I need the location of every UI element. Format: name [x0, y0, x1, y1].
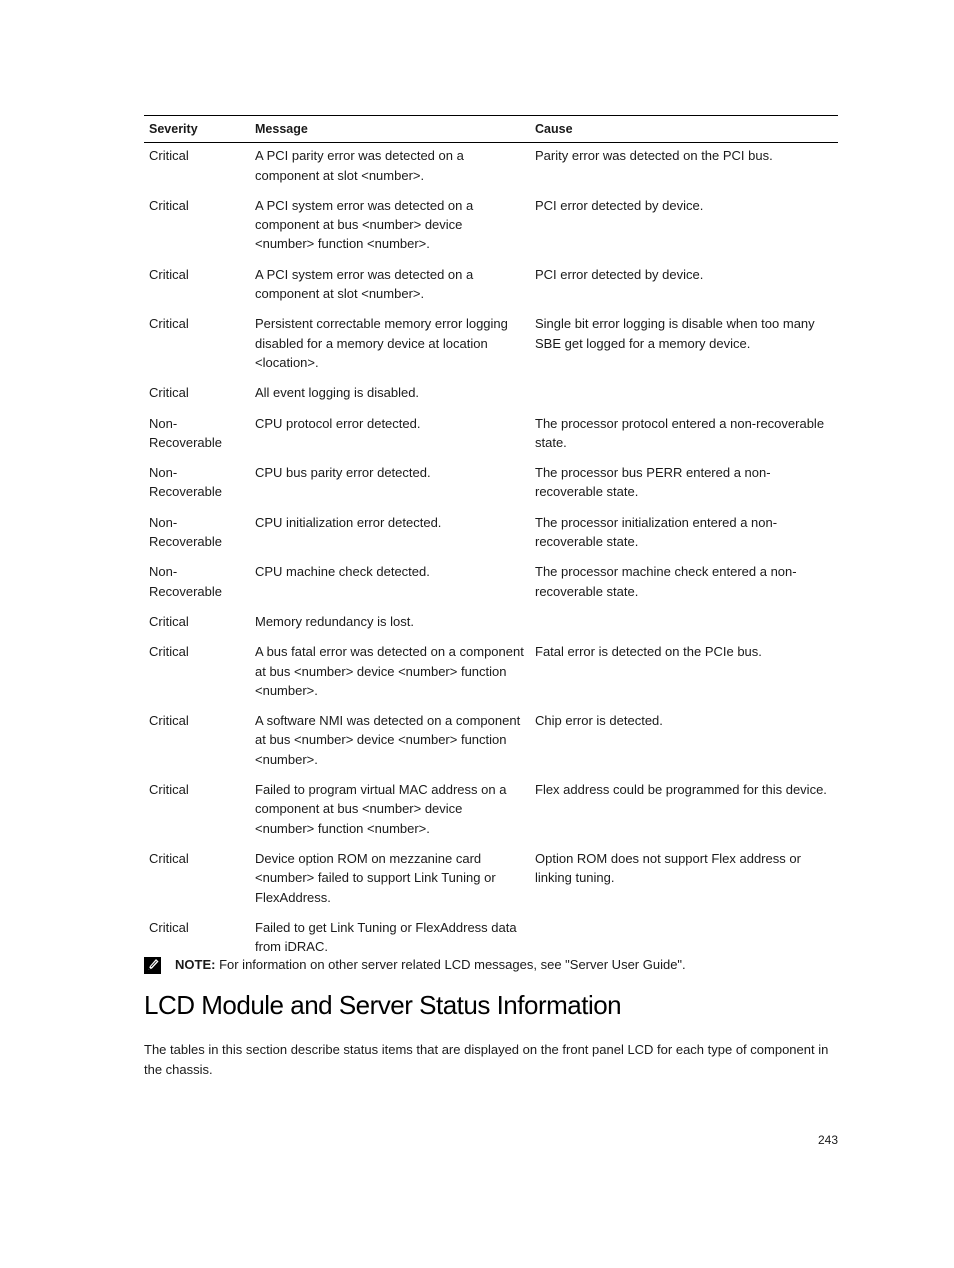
cell-message: A PCI system error was detected on a component at bus <number> device <number> function <number>.: [255, 197, 474, 252]
header-cause: Cause: [530, 116, 838, 143]
cell-cause: The processor protocol entered a non-recoverable state.: [535, 415, 825, 450]
cell-severity: Non-Recoverable: [149, 415, 222, 450]
cell-message: All event logging is disabled.: [255, 385, 420, 401]
table-row: [144, 510, 838, 560]
cell-message: Persistent correctable memory error logging disabled for a memory device at location <location>.: [255, 316, 508, 370]
cell-severity: Critical: [149, 385, 189, 401]
note-block: [144, 955, 838, 977]
cell-message: CPU bus parity error detected.: [255, 465, 431, 481]
cell-cause: The processor bus PERR entered a non-recoverable state.: [535, 465, 771, 500]
table-row: [144, 708, 838, 777]
cell-severity: Critical: [149, 782, 189, 798]
cell-cause: Parity error was detected on the PCI bus.: [535, 148, 773, 164]
note-label: NOTE:: [175, 957, 216, 972]
cell-cause: Option ROM does not support Flex address or linking tuning.: [535, 850, 801, 886]
header-message: Message: [250, 116, 530, 143]
cell-message: Failed to get Link Tuning or FlexAddress data from iDRAC.: [255, 919, 517, 955]
cell-message: A software NMI was detected on a component at bus <number> device <number> function <number>.: [255, 713, 521, 767]
lcd-messages-table: [144, 115, 838, 964]
cell-cause: [530, 380, 838, 410]
cell-cause: Single bit error logging is disable when too many SBE get logged for a memory device.: [535, 316, 815, 351]
cell-severity: Critical: [149, 613, 189, 629]
table-row: [144, 639, 838, 708]
cell-cause: Flex address could be programmed for this device.: [535, 782, 827, 798]
cell-message: Memory redundancy is lost.: [255, 613, 414, 629]
cell-message: Device option ROM on mezzanine card <number> failed to support Link Tuning or FlexAddress.: [255, 850, 496, 905]
cell-severity: Critical: [149, 316, 189, 332]
table-row: [144, 143, 838, 193]
table-row: [144, 380, 838, 410]
note-text: [175, 955, 686, 975]
table-row: [144, 193, 838, 262]
table-row: [144, 311, 838, 380]
cell-cause: The processor machine check entered a non-recoverable state.: [535, 564, 797, 599]
page-number: 243: [817, 1133, 838, 1147]
table-row: [144, 777, 838, 846]
table-row: [144, 411, 838, 461]
cell-severity: Critical: [149, 197, 189, 213]
cell-message: A PCI parity error was detected on a component at slot <number>.: [255, 148, 464, 183]
cell-severity: Critical: [149, 850, 189, 866]
note-body: For information on other server related LCD messages, see "Server User Guide".: [215, 957, 686, 972]
cell-message: A bus fatal error was detected on a component at bus <number> device <number> function <number>.: [255, 644, 524, 698]
cell-cause: The processor initialization entered a non-recoverable state.: [535, 514, 778, 550]
cell-message: Failed to program virtual MAC address on a component at bus <number> device <number> function <number>.: [255, 782, 507, 836]
table-row: [144, 846, 838, 915]
cell-message: CPU protocol error detected.: [255, 415, 421, 431]
pencil-note-icon: [144, 955, 162, 975]
cell-cause: [530, 609, 838, 639]
table-row: [144, 262, 838, 312]
cell-severity: Critical: [149, 148, 189, 164]
section-title: LCD Module and Server Status Information: [144, 990, 622, 1020]
cell-cause: Chip error is detected.: [535, 713, 663, 729]
cell-message: A PCI system error was detected on a component at slot <number>.: [255, 266, 474, 302]
cell-severity: Critical: [149, 919, 189, 935]
cell-severity: Critical: [149, 713, 189, 729]
cell-severity: Non-Recoverable: [149, 465, 222, 500]
cell-severity: Non-Recoverable: [149, 514, 222, 550]
cell-message: CPU machine check detected.: [255, 564, 430, 580]
section-body: The tables in this section describe status items that are displayed on the front panel LCD for each type of component in the chassis.: [144, 1042, 829, 1077]
cell-cause: PCI error detected by device.: [535, 197, 704, 213]
cell-cause: Fatal error is detected on the PCIe bus.: [535, 644, 762, 660]
page-content: [144, 115, 838, 964]
cell-cause: PCI error detected by device.: [535, 266, 704, 282]
cell-severity: Critical: [149, 644, 189, 660]
table-row: [144, 609, 838, 639]
cell-severity: Critical: [149, 266, 189, 282]
table-header-row: [144, 116, 838, 143]
header-severity: Severity: [144, 116, 250, 143]
table-body: [144, 143, 838, 965]
table-row: [144, 559, 838, 609]
cell-severity: Non-Recoverable: [149, 564, 222, 599]
cell-message: CPU initialization error detected.: [255, 514, 442, 530]
table-row: [144, 460, 838, 510]
